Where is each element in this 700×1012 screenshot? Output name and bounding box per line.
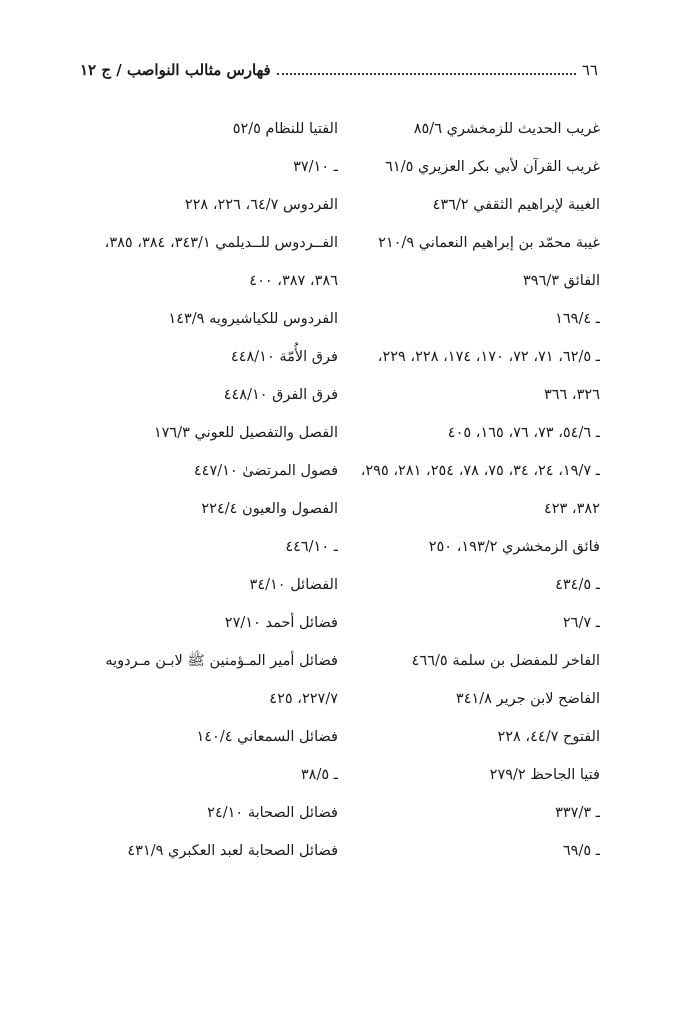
index-columns bbox=[80, 110, 600, 870]
index-entry: الفائق ٣٩٦/٣ bbox=[523, 273, 600, 289]
index-entry: الفردوس ٦٤/٧، ٢٢٦، ٢٢٨ bbox=[184, 197, 338, 213]
index-entry: ٣٨٢، ٤٢٣ bbox=[543, 501, 600, 517]
index-entry: غريب الحديث للزمخشري ٨٥/٦ bbox=[413, 121, 600, 137]
index-entry: ـ ٣٣٧/٣ bbox=[555, 805, 600, 821]
index-column-right bbox=[342, 110, 600, 870]
index-entry: الفضائل ٣٤/١٠ bbox=[249, 577, 338, 593]
index-entry: ـ ٤٣٤/٥ bbox=[555, 577, 600, 593]
index-entry: ـ ٦٩/٥ bbox=[562, 843, 600, 859]
index-entry: ٣٢٦، ٣٦٦ bbox=[543, 387, 600, 403]
index-entry: فضائل أحمد ٢٧/١٠ bbox=[224, 615, 338, 631]
index-entry: غيبة محمّد بن إبراهيم النعماني ٢١٠/٩ bbox=[378, 235, 600, 251]
index-entry: فرق الأُمّة ٤٤٨/١٠ bbox=[230, 349, 338, 365]
index-entry: فضائل أمير المـؤمنين ﷺ لابـن مـردويه bbox=[105, 653, 338, 669]
index-entry: الفتيا للنظام ٥٢/٥ bbox=[232, 121, 338, 137]
index-entry: فصول المرتضىٰ ٤٤٧/١٠ bbox=[193, 463, 338, 479]
index-entry: ـ ٦٢/٥، ٧١، ٧٢، ١٧٠، ١٧٤، ٢٢٨، ٢٢٩، bbox=[377, 349, 600, 365]
running-title: فهارس مثالب النواصب / ج ١٢ bbox=[80, 61, 271, 79]
index-entry: فضائل الصحابة لعبد العكبري ٤٣١/٩ bbox=[127, 843, 338, 859]
index-entry: ـ ١٦٩/٤ bbox=[555, 311, 600, 327]
index-entry: ـ ٤٤٦/١٠ bbox=[285, 539, 338, 555]
index-entry: الفاخر للمفضل بن سلمة ٤٦٦/٥ bbox=[411, 653, 600, 669]
index-entry: ـ ٣٨/٥ bbox=[300, 767, 338, 783]
index-entry: فتيا الجاحظ ٢٧٩/٢ bbox=[489, 767, 600, 783]
header-dot-leader bbox=[277, 73, 576, 75]
index-entry: الفتوح ٤٤/٧، ٢٢٨ bbox=[497, 729, 600, 745]
index-entry: فضائل الصحابة ٢٤/١٠ bbox=[207, 805, 338, 821]
index-entry: الفــردوس للــديلمي ٣٤٣/١، ٣٨٤، ٣٨٥، bbox=[104, 235, 338, 251]
index-entry: الفصل والتفصيل للعوني ١٧٦/٣ bbox=[153, 425, 338, 441]
index-entry: فرق الفرق ٤٤٨/١٠ bbox=[223, 387, 338, 403]
index-entry: غريب القرآن لأبي بكر العزيري ٦١/٥ bbox=[385, 159, 600, 175]
index-entry: ـ ٣٧/١٠ bbox=[293, 159, 338, 175]
index-column-left bbox=[80, 110, 338, 870]
index-entry: ـ ٢٦/٧ bbox=[562, 615, 600, 631]
page-number: ٦٦ bbox=[581, 61, 598, 79]
index-entry: ٣٨٦، ٣٨٧، ٤٠٠ bbox=[249, 273, 338, 289]
page-header bbox=[80, 56, 598, 84]
index-entry: ـ ٥٤/٦، ٧٣، ٧٦، ١٦٥، ٤٠٥ bbox=[447, 425, 600, 441]
index-entry: ـ ١٩/٧، ٢٤، ٣٤، ٧٥، ٧٨، ٢٥٤، ٢٨١، ٢٩٥، bbox=[360, 463, 600, 479]
index-entry: الفاضح لابن جرير ٣٤١/٨ bbox=[455, 691, 600, 707]
index-entry: ٢٢٧/٧، ٤٢٥ bbox=[269, 691, 338, 707]
index-entry: الغيبة لإبراهيم الثقفي ٤٣٦/٢ bbox=[432, 197, 600, 213]
index-entry: الفردوس للكياشيرويه ١٤٣/٩ bbox=[168, 311, 338, 327]
index-entry: فضائل السمعاني ١٤٠/٤ bbox=[196, 729, 338, 745]
index-entry: الفصول والعيون ٢٢٤/٤ bbox=[201, 501, 338, 517]
index-entry: فائق الزمخشري ١٩٣/٢، ٢٥٠ bbox=[428, 539, 600, 555]
